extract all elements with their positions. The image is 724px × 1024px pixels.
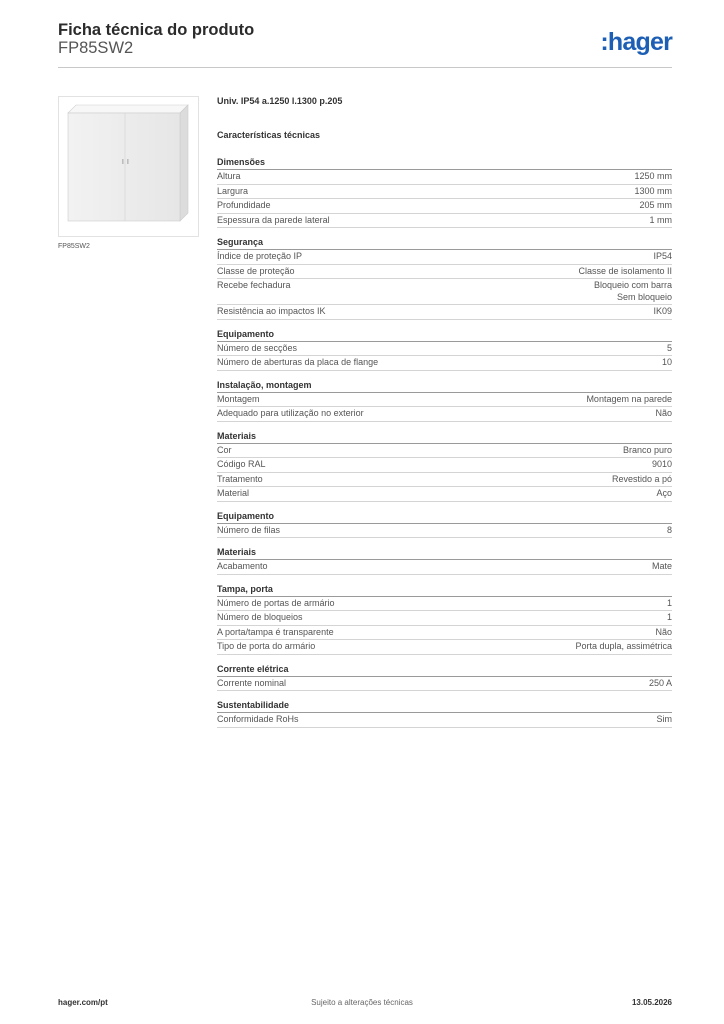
spec-label: Material: [217, 488, 250, 498]
spec-label: Número de filas: [217, 524, 281, 535]
spec-content: [217, 96, 672, 736]
spec-row: [217, 611, 672, 626]
spec-value: [655, 627, 672, 639]
spec-group: [217, 510, 672, 539]
spec-row: [217, 524, 672, 539]
spec-label: Conformidade RoHs: [217, 714, 299, 724]
spec-group-title: Sustentabilidade: [217, 699, 672, 713]
footer-disclaimer: Sujeito a alterações técnicas: [311, 998, 413, 1007]
spec-group-title: Equipamento: [217, 328, 672, 342]
spec-value: [662, 357, 672, 369]
spec-row: [217, 458, 672, 473]
header-divider: [58, 67, 672, 68]
spec-row: [217, 677, 672, 692]
spec-value: [655, 408, 672, 420]
spec-value: [667, 612, 672, 624]
spec-group: [217, 236, 672, 320]
spec-value: [653, 306, 672, 318]
spec-value-line: Sem bloqueio: [616, 291, 672, 302]
page-title: Ficha técnica do produto: [58, 21, 255, 39]
spec-group: [217, 663, 672, 692]
spec-group: [217, 430, 672, 502]
spec-group-title: Instalação, montagem: [217, 379, 672, 393]
spec-value: [652, 561, 672, 573]
spec-group-title: Segurança: [217, 236, 672, 250]
spec-row: [217, 279, 672, 305]
spec-row: [217, 626, 672, 641]
spec-value-line: Porta dupla, assimétrica: [575, 641, 672, 651]
spec-row: [217, 713, 672, 728]
spec-value: [594, 280, 672, 303]
spec-value: [639, 200, 672, 212]
spec-row: [217, 473, 672, 488]
spec-label: Número de secções: [217, 342, 298, 353]
spec-value: [612, 474, 672, 486]
spec-label: Largura: [217, 185, 249, 196]
spec-value-line: 1250 mm: [634, 171, 672, 181]
spec-value-line: Aço: [656, 488, 672, 498]
spec-value-line: 9010: [651, 459, 672, 469]
spec-value-line: 250 A: [648, 677, 672, 688]
product-code: FP85SW2: [58, 39, 134, 57]
spec-value: [575, 641, 672, 653]
spec-row: [217, 356, 672, 371]
spec-group: [217, 583, 672, 655]
spec-label: Número de aberturas da placa de flange: [217, 357, 379, 367]
spec-value: [586, 394, 672, 406]
spec-value-line: Não: [655, 626, 672, 637]
spec-row: [217, 214, 672, 229]
spec-label: Espessura da parede lateral: [217, 214, 330, 225]
spec-value: [653, 251, 672, 263]
spec-value-line: Sim: [656, 714, 672, 724]
spec-value-line: 8: [666, 524, 672, 535]
spec-label: Código RAL: [217, 459, 266, 469]
spec-row: [217, 487, 672, 502]
footer-website: hager.com/pt: [58, 998, 108, 1007]
spec-value: [634, 171, 672, 183]
spec-group: [217, 379, 672, 422]
spec-value-line: 1: [666, 597, 672, 608]
spec-value-line: 205 mm: [639, 200, 672, 210]
spec-label: Tipo de porta do armário: [217, 641, 316, 651]
spec-group-title: Dimensões: [217, 156, 672, 170]
spec-label: Acabamento: [217, 561, 268, 571]
spec-group: [217, 156, 672, 228]
spec-value-line: 10: [661, 357, 672, 367]
spec-row: [217, 170, 672, 185]
spec-row: [217, 342, 672, 357]
spec-value: [656, 488, 672, 500]
spec-label: Resistência ao impactos IK: [217, 306, 326, 316]
spec-value-line: Bloqueio com barra: [593, 280, 672, 290]
spec-value: [623, 445, 672, 457]
spec-value-line: 1: [666, 612, 672, 622]
spec-value-line: IP54: [653, 251, 672, 261]
spec-row: [217, 199, 672, 214]
spec-row: [217, 597, 672, 612]
spec-label: Número de portas de armário: [217, 597, 335, 608]
spec-row: [217, 185, 672, 200]
spec-label: Cor: [217, 444, 232, 455]
spec-value-line: 1300 mm: [634, 185, 672, 196]
spec-value: [650, 215, 673, 227]
spec-label: A porta/tampa é transparente: [217, 626, 334, 637]
spec-row: [217, 407, 672, 422]
spec-value: [667, 343, 672, 355]
spec-row: [217, 305, 672, 320]
spec-label: Número de bloqueios: [217, 612, 303, 622]
spec-value: [578, 266, 672, 278]
spec-groups: [217, 156, 672, 728]
spec-row: [217, 265, 672, 280]
spec-label: Índice de proteção IP: [217, 251, 303, 261]
cabinet-illustration: [59, 97, 198, 236]
spec-group-title: Corrente elétrica: [217, 663, 672, 677]
spec-value-line: Revestido a pó: [611, 473, 672, 484]
footer-date: 13.05.2026: [631, 998, 672, 1007]
spec-value-line: Mate: [651, 561, 672, 571]
spec-label: Adequado para utilização no exterior: [217, 408, 364, 418]
image-caption: FP85SW2: [58, 243, 90, 250]
spec-group-title: Equipamento: [217, 510, 672, 524]
spec-value-line: Montagem na parede: [586, 393, 672, 404]
spec-label: Classe de proteção: [217, 265, 295, 276]
spec-row: [217, 393, 672, 408]
spec-row: [217, 640, 672, 655]
spec-group: [217, 546, 672, 575]
spec-value-line: Branco puro: [622, 444, 672, 455]
spec-label: Altura: [217, 171, 241, 181]
spec-label: Corrente nominal: [217, 677, 287, 688]
spec-value-line: Não: [655, 408, 672, 418]
spec-row: [217, 560, 672, 575]
spec-label: Montagem: [217, 393, 260, 404]
spec-value: [634, 186, 672, 198]
spec-label: Recebe fechadura: [217, 280, 291, 290]
product-name: Univ. IP54 a.1250 l.1300 p.205: [217, 96, 343, 106]
spec-group: [217, 699, 672, 728]
spec-value-line: 5: [666, 342, 672, 353]
spec-value-line: IK09: [653, 306, 672, 316]
tech-heading: Características técnicas: [217, 130, 321, 140]
spec-value: [667, 598, 672, 610]
spec-label: Profundidade: [217, 200, 271, 210]
spec-group-title: Tampa, porta: [217, 583, 672, 597]
spec-value: [649, 678, 672, 690]
spec-label: Tratamento: [217, 473, 263, 484]
hager-logo: :hager: [600, 28, 672, 56]
spec-value: [657, 714, 673, 726]
spec-group-title: Materiais: [217, 546, 672, 560]
spec-value-line: 1 mm: [649, 214, 672, 225]
spec-value-line: Classe de isolamento II: [578, 265, 672, 276]
spec-row: [217, 250, 672, 265]
spec-value: [667, 525, 672, 537]
product-image: [58, 96, 199, 237]
spec-group: [217, 328, 672, 371]
spec-value: [652, 459, 672, 471]
spec-group-title: Materiais: [217, 430, 672, 444]
spec-row: [217, 444, 672, 459]
